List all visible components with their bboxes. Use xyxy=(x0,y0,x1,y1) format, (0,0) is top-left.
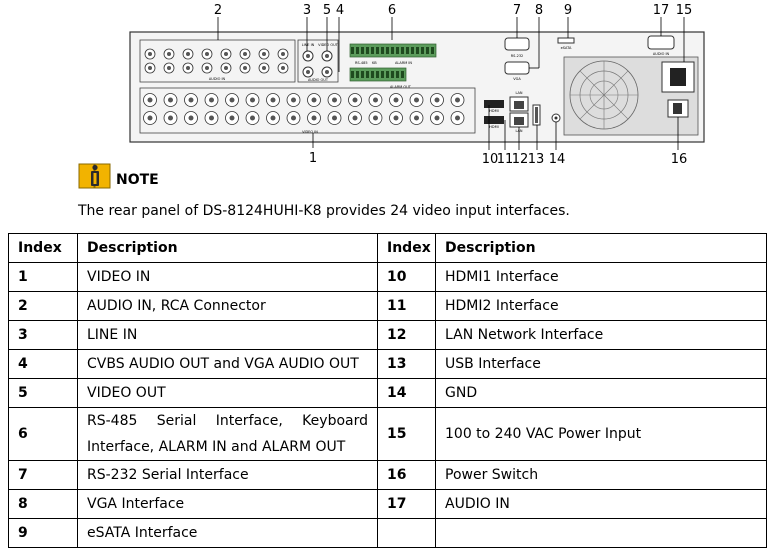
video-in-jack-core xyxy=(332,116,337,121)
video-in-jack-core xyxy=(148,98,153,103)
video-in-jack-core xyxy=(271,116,276,121)
index-cell: 16 xyxy=(378,461,436,490)
callout-11: 11 xyxy=(496,152,514,167)
esata-port xyxy=(558,38,574,43)
table-row xyxy=(9,292,767,321)
audio-in-jack-core xyxy=(224,52,228,56)
terminal-screw xyxy=(376,71,379,78)
description-cell: RS-232 Serial Interface xyxy=(78,461,378,490)
description-cell: AUDIO IN xyxy=(436,490,767,519)
line-in-label: LINE IN xyxy=(301,43,315,47)
callout-13: 13 xyxy=(527,152,545,167)
table-row xyxy=(9,350,767,379)
index-cell: 14 xyxy=(378,379,436,408)
callout-1: 1 xyxy=(308,151,318,166)
audio-out-label: AUDIO OUT xyxy=(307,78,329,82)
terminal-screw xyxy=(426,47,429,54)
lan-label-2: LAN xyxy=(515,129,523,133)
video-in-jack-core xyxy=(435,98,440,103)
terminal-screw xyxy=(401,71,404,78)
video-in-jack-core xyxy=(230,116,235,121)
terminal-screw xyxy=(356,71,359,78)
audio-out-jack-1-core xyxy=(306,70,310,74)
audio-in-label: AUDIO IN xyxy=(208,77,226,81)
terminal-screw xyxy=(386,71,389,78)
video-out-label: VIDEO OUT xyxy=(318,43,338,47)
video-in-jack-core xyxy=(250,98,255,103)
video-in-jack-core xyxy=(168,116,173,121)
lan-port-1-socket xyxy=(514,101,524,109)
vga-label: VGA xyxy=(513,77,521,81)
description-cell: CVBS AUDIO OUT and VGA AUDIO OUT xyxy=(78,350,378,379)
video-in-jack-core xyxy=(230,98,235,103)
callout-9: 9 xyxy=(563,3,573,18)
lan-port-2-socket xyxy=(514,117,524,125)
audio-in-port xyxy=(648,36,674,49)
description-cell: eSATA Interface xyxy=(78,519,378,548)
video-in-jack-core xyxy=(373,98,378,103)
audio-in-jack-core xyxy=(205,66,209,70)
terminal-screw xyxy=(356,47,359,54)
callout-6: 6 xyxy=(387,3,397,18)
index-cell: 6 xyxy=(9,408,78,461)
video-in-jack-core xyxy=(271,98,276,103)
terminal-screw xyxy=(351,47,354,54)
rs485-label: RS-485 xyxy=(355,61,368,65)
index-cell xyxy=(378,519,436,548)
video-out-jack-core xyxy=(325,54,329,58)
audio-in-jack-core xyxy=(186,66,190,70)
terminal-screw xyxy=(396,47,399,54)
table-row xyxy=(9,461,767,490)
kb-label: KB xyxy=(372,61,377,65)
description-cell: AUDIO IN, RCA Connector xyxy=(78,292,378,321)
terminal-screw xyxy=(391,47,394,54)
terminal-screw xyxy=(406,47,409,54)
video-in-jack-core xyxy=(414,116,419,121)
vga-port xyxy=(505,62,529,74)
alarm-out-label: ALARM OUT xyxy=(390,85,411,89)
index-cell: 2 xyxy=(9,292,78,321)
terminal-screw xyxy=(361,47,364,54)
video-in-jack-core xyxy=(394,98,399,103)
header-description-2: Description xyxy=(436,234,767,263)
audio-in-jack-core xyxy=(205,52,209,56)
video-in-jack-core xyxy=(189,116,194,121)
terminal-screw xyxy=(391,71,394,78)
description-cell: RS-485 Serial Interface, Keyboard Interface, ALARM IN and ALARM OUT xyxy=(78,408,378,461)
audio-in-jack-core xyxy=(281,52,285,56)
callout-7: 7 xyxy=(512,3,522,18)
hdmi1-label: HDMI xyxy=(489,109,499,113)
terminal-screw xyxy=(381,71,384,78)
index-cell: 13 xyxy=(378,350,436,379)
callout-3: 3 xyxy=(302,3,312,18)
alarm-in-label: ALARM IN xyxy=(395,61,413,65)
index-cell: 5 xyxy=(9,379,78,408)
description-cell: VIDEO IN xyxy=(78,263,378,292)
video-in-jack-core xyxy=(209,116,214,121)
table-row xyxy=(9,379,767,408)
audio-in-jack-core xyxy=(167,52,171,56)
terminal-screw xyxy=(371,71,374,78)
video-in-jack-core xyxy=(209,98,214,103)
description-cell xyxy=(436,519,767,548)
audio-in-jack-core xyxy=(243,66,247,70)
hdmi2-label: HDMI xyxy=(489,125,499,129)
rear-panel-diagram xyxy=(0,0,768,170)
terminal-screw xyxy=(381,47,384,54)
description-cell: VIDEO OUT xyxy=(78,379,378,408)
index-cell: 15 xyxy=(378,408,436,461)
terminal-screw xyxy=(351,71,354,78)
description-cell: HDMI2 Interface xyxy=(436,292,767,321)
callout-15: 15 xyxy=(675,3,693,18)
audio-in-jack-core xyxy=(148,66,152,70)
callout-2: 2 xyxy=(213,3,223,18)
terminal-screw xyxy=(366,47,369,54)
video-in-jack-core xyxy=(414,98,419,103)
audio-in-port-label: AUDIO IN xyxy=(652,52,670,56)
audio-in-jack-core xyxy=(262,52,266,56)
line-in-jack-core xyxy=(306,54,310,58)
rs232-port xyxy=(505,38,529,50)
index-cell: 10 xyxy=(378,263,436,292)
video-in-jack-core xyxy=(455,116,460,121)
video-in-jack-core xyxy=(168,98,173,103)
audio-in-jack-core xyxy=(186,52,190,56)
table-row xyxy=(9,519,767,548)
audio-in-jack-core xyxy=(262,66,266,70)
power-switch-rocker xyxy=(673,103,682,114)
description-cell: 100 to 240 VAC Power Input xyxy=(436,408,767,461)
callout-16: 16 xyxy=(670,152,688,167)
video-in-jack-core xyxy=(353,116,358,121)
table-row xyxy=(9,321,767,350)
table-row xyxy=(9,408,767,461)
video-in-jack-core xyxy=(312,116,317,121)
index-cell: 3 xyxy=(9,321,78,350)
video-in-label: VIDEO IN xyxy=(302,130,318,134)
video-in-jack-core xyxy=(353,98,358,103)
callout-4: 4 xyxy=(335,3,345,18)
terminal-screw xyxy=(416,47,419,54)
rs232-label: RS-232 xyxy=(510,54,524,58)
description-cell: VGA Interface xyxy=(78,490,378,519)
audio-in-jack-core xyxy=(224,66,228,70)
terminal-screw xyxy=(431,47,434,54)
table-row xyxy=(9,490,767,519)
gnd-terminal-core xyxy=(555,117,558,120)
terminal-screw xyxy=(411,47,414,54)
index-cell: 1 xyxy=(9,263,78,292)
hdmi1-port xyxy=(484,100,504,108)
usb-port-core xyxy=(535,107,538,123)
note-label: NOTE xyxy=(116,172,159,188)
terminal-screw xyxy=(376,47,379,54)
audio-in-jack-core xyxy=(148,52,152,56)
video-in-jack-core xyxy=(332,98,337,103)
callout-5: 5 xyxy=(322,3,332,18)
hdmi2-port xyxy=(484,116,504,124)
index-cell: 9 xyxy=(9,519,78,548)
video-in-jack-core xyxy=(189,98,194,103)
audio-in-jack-core xyxy=(281,66,285,70)
table-body xyxy=(9,263,767,548)
audio-in-jack-core xyxy=(167,66,171,70)
description-cell: GND xyxy=(436,379,767,408)
esata-label: eSATA xyxy=(560,46,572,50)
video-in-jack-core xyxy=(291,116,296,121)
note-heading xyxy=(78,160,159,192)
video-in-jack-core xyxy=(312,98,317,103)
header-description-1: Description xyxy=(78,234,378,263)
description-cell: LAN Network Interface xyxy=(436,321,767,350)
video-in-jack-core xyxy=(394,116,399,121)
terminal-screw xyxy=(396,71,399,78)
terminal-screw xyxy=(421,47,424,54)
audio-out-jack-2-core xyxy=(325,70,329,74)
index-cell: 7 xyxy=(9,461,78,490)
index-cell: 17 xyxy=(378,490,436,519)
callout-10: 10 xyxy=(481,152,499,167)
video-in-jack-core xyxy=(455,98,460,103)
interface-table xyxy=(8,233,767,548)
index-cell: 11 xyxy=(378,292,436,321)
note-icon xyxy=(78,162,112,190)
callout-12: 12 xyxy=(511,152,529,167)
index-cell: 8 xyxy=(9,490,78,519)
description-cell: USB Interface xyxy=(436,350,767,379)
index-cell: 12 xyxy=(378,321,436,350)
header-index-2: Index xyxy=(378,234,436,263)
video-in-jack-core xyxy=(373,116,378,121)
description-cell: HDMI1 Interface xyxy=(436,263,767,292)
fan-grille xyxy=(570,61,638,129)
description-cell: LINE IN xyxy=(78,321,378,350)
table-row xyxy=(9,263,767,292)
table-header-row xyxy=(9,234,767,263)
video-in-jack-core xyxy=(435,116,440,121)
terminal-screw xyxy=(401,47,404,54)
description-cell: Power Switch xyxy=(436,461,767,490)
terminal-screw xyxy=(361,71,364,78)
video-in-jack-core xyxy=(291,98,296,103)
terminal-screw xyxy=(366,71,369,78)
callout-14: 14 xyxy=(548,152,566,167)
index-cell: 4 xyxy=(9,350,78,379)
audio-in-jack-core xyxy=(243,52,247,56)
callout-8: 8 xyxy=(534,3,544,18)
callout-17: 17 xyxy=(652,3,670,18)
video-in-jack-core xyxy=(148,116,153,121)
terminal-screw xyxy=(371,47,374,54)
header-index-1: Index xyxy=(9,234,78,263)
power-input-socket xyxy=(670,68,686,86)
video-in-jack-core xyxy=(250,116,255,121)
lan-label-1: LAN xyxy=(515,91,523,95)
terminal-screw xyxy=(386,47,389,54)
intro-text: The rear panel of DS-8124HUHI-K8 provides 24 video input interfaces. xyxy=(78,203,570,219)
